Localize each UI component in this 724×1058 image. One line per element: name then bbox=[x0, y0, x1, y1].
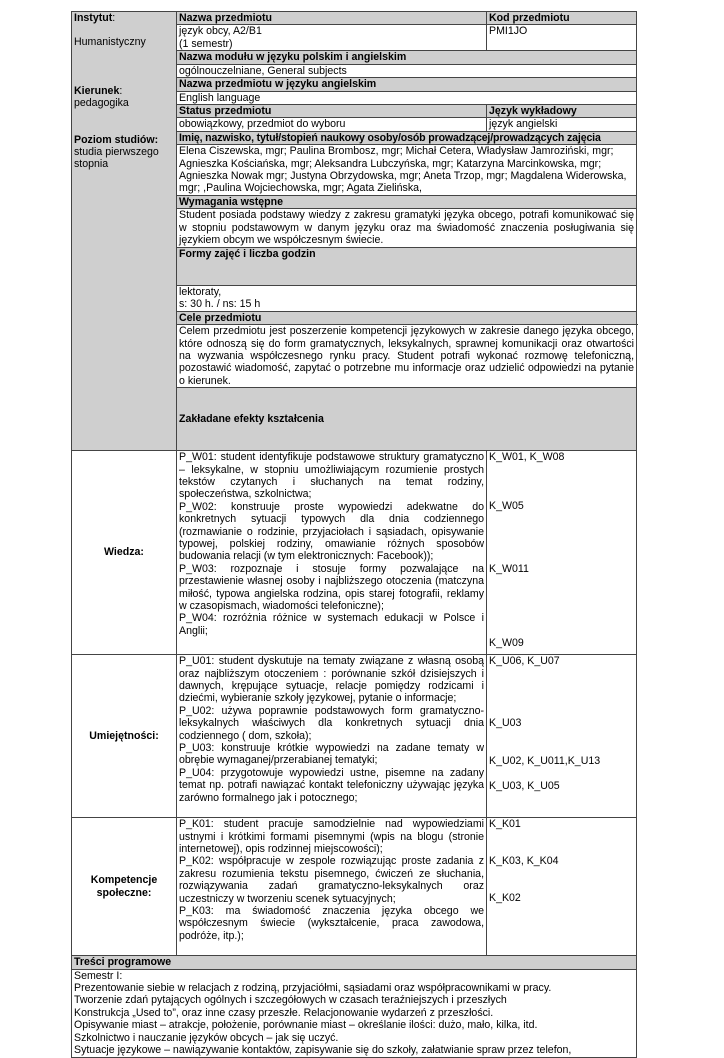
list-item: P_W04: rozróżnia różnice w systemach edukacji w Polsce i Anglii; bbox=[179, 612, 485, 637]
list-item: P_W01: student identyfikuje podstawowe struktury gramatyczno – leksykalne, w stopniu umożliwiającym rozumienie prostych tekstów czytanych i słuchanych na temat rodziny, społeczeństwa, szkolnictwa; bbox=[179, 451, 485, 501]
kompetencje-effects bbox=[177, 818, 487, 956]
wiedza-ref: K_W05 bbox=[489, 500, 524, 513]
poziom-value: studia pierwszego stopnia bbox=[74, 146, 159, 171]
kierunek-label: Kierunek bbox=[74, 84, 120, 97]
instytut-value: Humanistyczny bbox=[74, 36, 146, 49]
list-item: P_W02: konstruuje proste wypowiedzi adekwatne do konkretnych sytuacji typowych dla dnia codziennego (rozmawianie o rodzinie, przyjaciołach i sąsiadach, opisywanie typowej, polskiej rodziny, omawianie różnych sposobów budowania relacji (w tym elektronicznych: Facebook)); bbox=[179, 500, 485, 563]
formy-value: lektoraty, s: 30 h. / ns: 15 h bbox=[177, 285, 637, 311]
kompetencje-ref: K_K02 bbox=[489, 892, 521, 905]
efekty-label: Zakładane efekty kształcenia bbox=[177, 388, 637, 451]
umiejetnosci-ref: K_U03, K_U05 bbox=[489, 780, 560, 793]
list-item: P_U03: konstruuje krótkie wypowiedzi na zadane tematy w obrębie wymaganej/przerabianej tematyki; bbox=[179, 742, 485, 767]
kod-label: Kod przedmiotu bbox=[487, 12, 637, 25]
wiedza-ref: K_W09 bbox=[489, 637, 524, 650]
wiedza-effects bbox=[177, 451, 487, 655]
umiejetnosci-ref: K_U02, K_U011,K_U13 bbox=[489, 755, 601, 768]
osoby-value: Elena Ciszewska, mgr; Paulina Brombosz, mgr; Michał Cetera, Władysław Jamroziński, mgr; Agnieszka Kościańska, mgr; Aleksandra Lubczyńska, mgr; Katarzyna Marcinkowska, mgr; Agnieszka Nowak mgr; Justyna Obrzydowska, mgr; Aneta Trzop, mgr; Magdalena Widerowska, mgr; ,Paulina Wojciechowska, mgr; Agata Zielińska, bbox=[177, 145, 637, 196]
kod-value: PMI1JO bbox=[487, 25, 637, 51]
jezyk-label: Język wykładowy bbox=[487, 105, 637, 118]
umiejetnosci-label: Umiejętności: bbox=[72, 655, 177, 818]
modul-value: ogólnouczelniane, General subjects bbox=[177, 64, 637, 77]
ang-value: English language bbox=[177, 91, 637, 104]
list-item: P_U01: student dyskutuje na tematy związane z własną osobą oraz najbliższym otoczeniem : porównanie szkół dzisiejszych i dawnych, krępujące sytuacje, relacje pomiędzy rodzicami i dziećmi, wybieranie szkoły językowej, pytanie o informacje; bbox=[179, 655, 485, 705]
kierunek-value: pedagogika bbox=[74, 97, 129, 110]
kompetencje-refs bbox=[487, 818, 637, 956]
tresci-label: Treści programowe bbox=[72, 956, 637, 969]
modul-label: Nazwa modułu w języku polskim i angielskim bbox=[177, 51, 637, 64]
list-item: P_U02: używa poprawnie podstawowych form gramatyczno-leksykalnych właściwych dla konkretnych sytuacji dnia codziennego ( dom, szkoła); bbox=[179, 704, 485, 742]
tresci-content bbox=[72, 969, 637, 1057]
instytut-label: Instytut bbox=[74, 12, 113, 24]
nazwa-label: Nazwa przedmiotu bbox=[177, 12, 487, 25]
poziom-label: Poziom studiów: bbox=[74, 133, 159, 146]
wiedza-label: Wiedza: bbox=[72, 451, 177, 655]
list-item: Sytuacje językowe – nawiązywanie kontaktów, zapisywanie się do szkoły, załatwianie spraw przez telefon, bbox=[74, 1044, 572, 1057]
list-item: P_K01: student pracuje samodzielnie nad wypowiedziami ustnymi i krótkimi formami pisemnymi (wpis na blogu (stronie internetowej), opis rodzinnej miejscowości); bbox=[179, 818, 485, 855]
course-card-table bbox=[71, 11, 637, 1058]
umiejetnosci-ref: K_U06, K_U07 bbox=[489, 655, 560, 668]
wymagania-label: Wymagania wstępne bbox=[177, 195, 637, 208]
status-value: obowiązkowy, przedmiot do wyboru bbox=[177, 118, 487, 131]
cele-text: Celem przedmiotu jest poszerzenie kompetencji językowych w zakresie danego języka obcego, które odnoszą się do form gramatycznych, leksykalnych, sprawnej komunikacji oraz otwartości na wyzwania współczesnego rynku pracy. Student potrafi wykonać rozmowę telefoniczną, pozostawić wiadomość, zapytać o potrzebne mu informacje oraz udzielić odpowiedzi na pytanie o kierunek. bbox=[177, 325, 637, 388]
list-item: Semestr I: bbox=[74, 969, 123, 982]
umiejetnosci-refs bbox=[487, 655, 637, 818]
kompetencje-ref: K_K03, K_K04 bbox=[489, 855, 559, 868]
left-info-panel: Instytut: Humanistyczny Kierunek: pedagogika Poziom studiów: studia pierwszego stopnia bbox=[72, 12, 177, 451]
kompetencje-label: Kompetencje społeczne: bbox=[72, 818, 177, 956]
list-item: Konstrukcja „Used to”, oraz inne czasy przeszłe. Relacjonowanie wydarzeń z przeszłości. bbox=[74, 1006, 494, 1019]
list-item: P_K02: współpracuje w zespole rozwiązując proste zadania z zakresu rozumienia tekstu pisemnego, ćwiczeń ze słuchania, rozwiązywania zadań gramatyczno-leksykalnych oraz uczestniczy w tworzeniu scenek sytuacyjnych; bbox=[179, 855, 485, 905]
nazwa-value: język obcy, A2/B1 (1 semestr) bbox=[177, 25, 487, 51]
cele-label: Cele przedmiotu bbox=[177, 311, 637, 324]
wiedza-ref: K_W01, K_W08 bbox=[489, 451, 565, 464]
list-item: Szkolnictwo i nauczanie języków obcych – jak się uczyć. bbox=[74, 1031, 339, 1044]
list-item: Tworzenie zdań pytających ogólnych i szczegółowych w czasach teraźniejszych i przeszłych bbox=[74, 994, 507, 1007]
wymagania-value: Student posiada podstawy wiedzy z zakresu gramatyki języka obcego, potrafi komunikować się w stopniu podstawowym w danym języku oraz ma świadomość znaczenia posługiwania się językiem obcym we współczesnym świecie. bbox=[177, 209, 637, 247]
umiejetnosci-effects bbox=[177, 655, 487, 818]
status-label: Status przedmiotu bbox=[177, 105, 487, 118]
kompetencje-ref: K_K01 bbox=[489, 818, 521, 831]
list-item: Opisywanie miast – atrakcje, położenie, porównanie miast – określanie ilości: dużo, mało, kilka, itd. bbox=[74, 1019, 538, 1032]
list-item: Prezentowanie siebie w relacjach z rodziną, przyjaciółmi, sąsiadami oraz współpracownikami w pracy. bbox=[74, 982, 552, 994]
list-item: P_W03: rozpoznaje i stosuje formy pozwalające na przestawienie własnej osoby i najbliższego otoczenia (matczyna miłość, typowa angielska rodzina, opis starej fotografii, reklamy w czasopismach, wiadomości telefoniczne); bbox=[179, 562, 485, 613]
formy-label: Formy zajęć i liczba godzin bbox=[177, 247, 637, 285]
list-item: P_U04: przygotowuje wypowiedzi ustne, pisemne na zadany temat np. potrafi nawiązać kontakt telefoniczny używając języka zarówno formalnego jak i potocznego; bbox=[179, 766, 485, 804]
osoby-label: Imię, nazwisko, tytuł/stopień naukowy osoby/osób prowadzącej/prowadzących zajęcia bbox=[177, 131, 637, 144]
wiedza-refs bbox=[487, 451, 637, 655]
umiejetnosci-ref: K_U03 bbox=[489, 717, 522, 730]
jezyk-value: język angielski bbox=[487, 118, 637, 131]
ang-label: Nazwa przedmiotu w języku angielskim bbox=[177, 78, 637, 91]
list-item: P_K03: ma świadomość znaczenia języka obcego we współczesnym świecie (wykształcenie, praca zawodowa, podróże, itp.); bbox=[179, 905, 485, 942]
wiedza-ref: K_W011 bbox=[489, 563, 529, 576]
